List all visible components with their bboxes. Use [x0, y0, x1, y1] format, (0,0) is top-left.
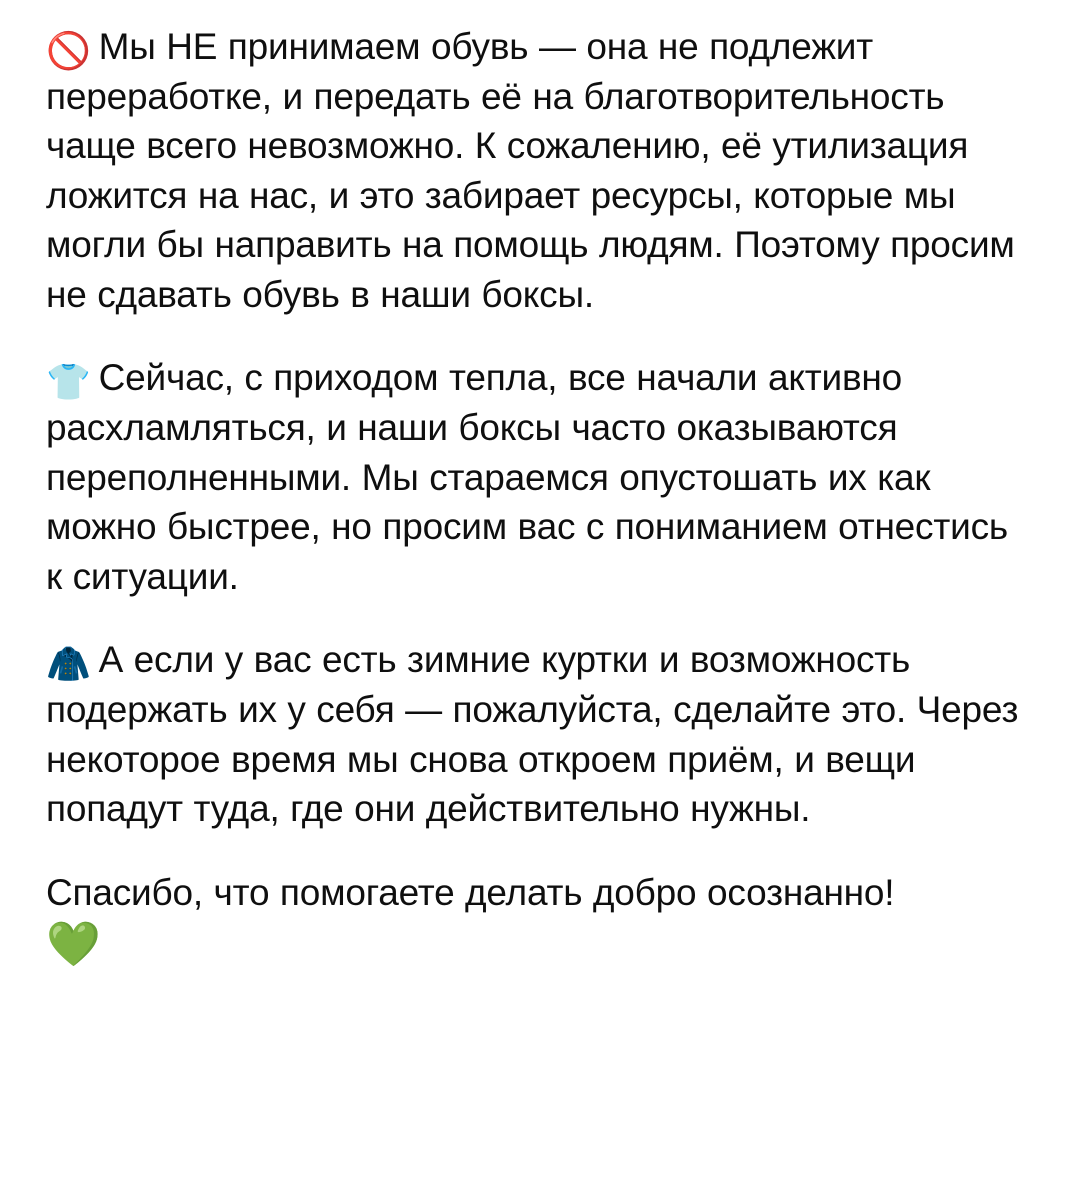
closing-text: Спасибо, что помогаете делать добро осознанно!	[46, 871, 895, 913]
paragraph-text: Сейчас, с приходом тепла, все начали активно расхламляться, и наши боксы часто оказываются переполненными. Мы стараемся опустошать их как можно быстрее, но просим вас с пониманием отнестись к ситуации.	[46, 357, 1008, 597]
paragraph-text: А если у вас есть зимние куртки и возможность подержать их у себя — пожалуйста, сделайте это. Через некоторое время мы снова откроем приём, и вещи попадут туда, где они действительно нужны.	[46, 639, 1019, 830]
paragraph-no-shoes	[46, 22, 1024, 319]
no-entry-sign-icon: 🚫	[46, 31, 91, 72]
t-shirt-icon: 👕	[46, 362, 91, 404]
paragraph-winter-jackets	[46, 635, 1024, 833]
paragraph-overflowing-boxes	[46, 353, 1024, 601]
paragraph-thanks	[46, 868, 1024, 971]
coat-icon: 🧥	[46, 644, 91, 686]
green-heart-icon: 💚	[46, 919, 101, 971]
paragraph-text: Мы НЕ принимаем обувь — она не подлежит переработке, и передать её на благотворительность чаще всего невозможно. К сожалению, её утилизация ложится на нас, и это забирает ресурсы, которые мы могли бы направить на помощь людям. Поэтому просим не сдавать обувь в наши боксы.	[46, 26, 1015, 315]
